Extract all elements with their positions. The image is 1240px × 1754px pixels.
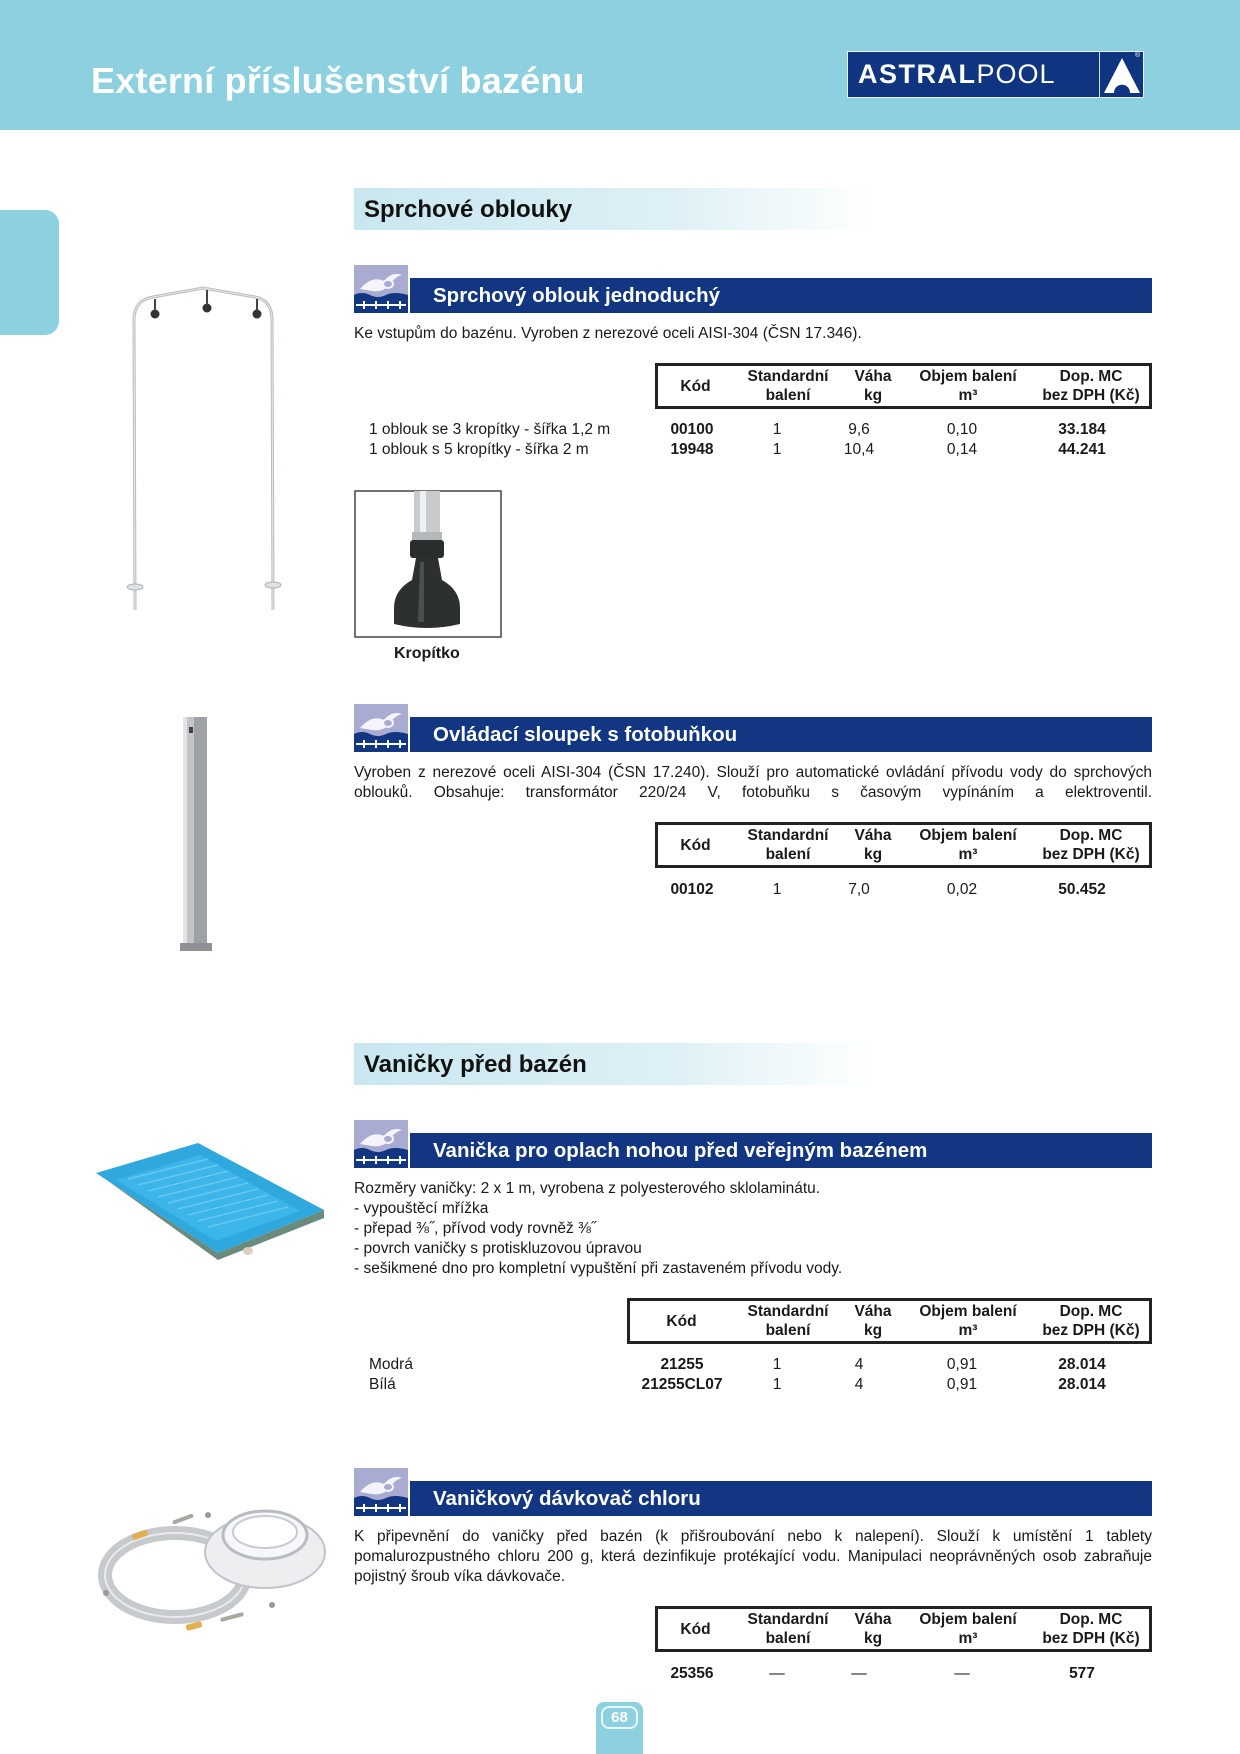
chlorine-dispenser-image [90, 1480, 330, 1635]
astralpool-logo [847, 51, 1144, 98]
section-heading-foot-trays [354, 1043, 874, 1085]
product-bar-chlorine-dispenser [354, 1468, 1152, 1516]
registered-mark: ® [1134, 52, 1140, 59]
cell-cena: 28.014 [1058, 1356, 1106, 1373]
header-banner [0, 0, 1240, 130]
description-text: K připevnění do vaničky před bazén (k přišroubování nebo k nalepení). Slouží k umístění 1 tablety pomalurozpustného chloru 200 g, která dezinfikuje protékající vodu. Manipulaci neoprávněných osob zabraňuje pojistný šroub víka dávkovače. [354, 1528, 1152, 1585]
cell-vaha: — [851, 1665, 867, 1682]
swimmer-pool-icon [354, 265, 408, 313]
table-row [369, 1376, 1152, 1396]
description-line: - sešikmené dno pro kompletní vypuštění při zastaveném přívodu vody. [354, 1260, 843, 1277]
cell-objem: 0,02 [946, 881, 978, 898]
col-objem: Objem balení m³ [919, 368, 1017, 404]
product-bar-control-post [354, 704, 1152, 752]
cell-baleni: 1 [772, 1356, 782, 1373]
col-kod: Kód [680, 377, 711, 395]
product-title: Ovládací sloupek s fotobuňkou [433, 723, 738, 746]
description-line: Rozměry vaničky: 2 x 1 m, vyrobena z polyesterového sklolaminátu. [354, 1180, 821, 1197]
row-label: Bílá [369, 1376, 396, 1393]
table-row [369, 1665, 1152, 1685]
cell-kod: 19948 [670, 441, 714, 458]
table-header [627, 1298, 1152, 1344]
description-line: Ke vstupům do bazénu. Vyroben z nerezové oceli AISI-304 (ČSN 17.346). [354, 325, 862, 342]
col-kod: Kód [680, 836, 711, 854]
product-description [354, 763, 1152, 803]
page-number: 68 [601, 1706, 638, 1729]
cell-objem: 0,91 [946, 1356, 978, 1373]
col-cena: Dop. MC bez DPH (Kč) [1042, 368, 1140, 404]
table-row [369, 881, 1152, 901]
table-header [655, 363, 1152, 409]
col-vaha: Váha kg [854, 368, 892, 404]
cell-baleni: 1 [772, 421, 782, 438]
cell-vaha: 4 [854, 1356, 864, 1373]
cell-kod: 21255CL07 [641, 1376, 723, 1393]
description-line: - povrch vaničky s protiskluzovou úpravou [354, 1240, 642, 1257]
product-description [354, 1179, 1152, 1279]
detail-caption: Kropítko [394, 645, 460, 662]
row-label: 1 oblouk s 5 kropítky - šířka 2 m [369, 441, 589, 458]
col-baleni: Standardní balení [747, 1611, 829, 1647]
table-row [369, 441, 1152, 461]
table-header [655, 1606, 1152, 1652]
col-objem: Objem balení m³ [919, 1611, 1017, 1647]
col-vaha: Váha kg [854, 1611, 892, 1647]
col-kod: Kód [680, 1620, 711, 1638]
cell-vaha: 9,6 [848, 421, 870, 438]
cell-baleni: 1 [772, 881, 782, 898]
col-objem: Objem balení m³ [919, 827, 1017, 863]
cell-objem: 0,10 [946, 421, 978, 438]
foot-bath-tray-image [88, 1135, 328, 1265]
sprinkler-detail-image [354, 490, 502, 638]
cell-cena: 50.452 [1058, 881, 1106, 898]
table-header [655, 822, 1152, 868]
page-number-tab [596, 1702, 643, 1754]
cell-cena: 28.014 [1058, 1376, 1106, 1393]
section-heading-text: Vaničky před bazén [364, 1051, 587, 1078]
swimmer-pool-icon [354, 704, 408, 752]
table-row [369, 1356, 1152, 1376]
col-cena: Dop. MC bez DPH (Kč) [1042, 827, 1140, 863]
product-bar-shower-arch [354, 265, 1152, 313]
cell-cena: 44.241 [1058, 441, 1106, 458]
description-line: - vypouštěcí mřížka [354, 1200, 489, 1217]
shower-arch-image [125, 275, 285, 615]
logo-bold-text: ASTRAL [858, 59, 977, 89]
description-line: - přepad ⅜˝, přívod vody rovněž ⅜˝ [354, 1220, 597, 1237]
cell-cena: 577 [1069, 1665, 1095, 1682]
product-description [354, 324, 1152, 344]
cell-vaha: 7,0 [848, 881, 870, 898]
cell-kod: 00100 [670, 421, 714, 438]
product-title: Sprchový oblouk jednoduchý [433, 284, 721, 307]
product-title: Vaničkový dávkovač chloru [433, 1487, 701, 1510]
control-post-image [178, 715, 218, 955]
product-title: Vanička pro oplach nohou před veřejným bazénem [433, 1139, 928, 1162]
swimmer-pool-icon [354, 1120, 408, 1168]
row-label: Modrá [369, 1356, 413, 1373]
cell-kod: 00102 [670, 881, 714, 898]
col-vaha: Váha kg [854, 827, 892, 863]
col-cena: Dop. MC bez DPH (Kč) [1042, 1611, 1140, 1647]
col-baleni: Standardní balení [747, 368, 829, 404]
col-cena: Dop. MC bez DPH (Kč) [1042, 1303, 1140, 1339]
description-text: Vyroben z nerezové oceli AISI-304 (ČSN 17.240). Slouží pro automatické ovládání přívodu vody do sprchových oblouků. Obsahuje: transformátor 220/24 V, fotobuňku s časovým vypínáním a elektroventil. [354, 764, 1152, 801]
cell-vaha: 4 [854, 1376, 864, 1393]
row-label: 1 oblouk se 3 kropítky - šířka 1,2 m [369, 421, 611, 438]
cell-objem: — [954, 1665, 970, 1682]
cell-baleni: 1 [772, 1376, 782, 1393]
col-kod: Kód [666, 1312, 697, 1330]
cell-baleni: — [769, 1665, 785, 1682]
cell-objem: 0,14 [946, 441, 978, 458]
cell-cena: 33.184 [1058, 421, 1106, 438]
col-vaha: Váha kg [854, 1303, 892, 1339]
product-bar-foot-tray [354, 1120, 1152, 1168]
col-objem: Objem balení m³ [919, 1303, 1017, 1339]
col-baleni: Standardní balení [747, 1303, 829, 1339]
section-heading-text: Sprchové oblouky [364, 196, 573, 223]
cell-kod: 21255 [660, 1356, 704, 1373]
cell-vaha: 10,4 [843, 441, 875, 458]
product-description [354, 1527, 1152, 1587]
table-row [369, 421, 1152, 441]
cell-kod: 25356 [670, 1665, 714, 1682]
col-baleni: Standardní balení [747, 827, 829, 863]
logo-light-text: POOL [976, 59, 1056, 89]
swimmer-pool-icon [354, 1468, 408, 1516]
chapter-side-tab[interactable] [0, 210, 59, 335]
cell-objem: 0,91 [946, 1376, 978, 1393]
logo-arch-icon [1099, 52, 1143, 97]
cell-baleni: 1 [772, 441, 782, 458]
page-title: Externí příslušenství bazénu [91, 60, 585, 101]
section-heading-shower-arches [354, 188, 874, 230]
